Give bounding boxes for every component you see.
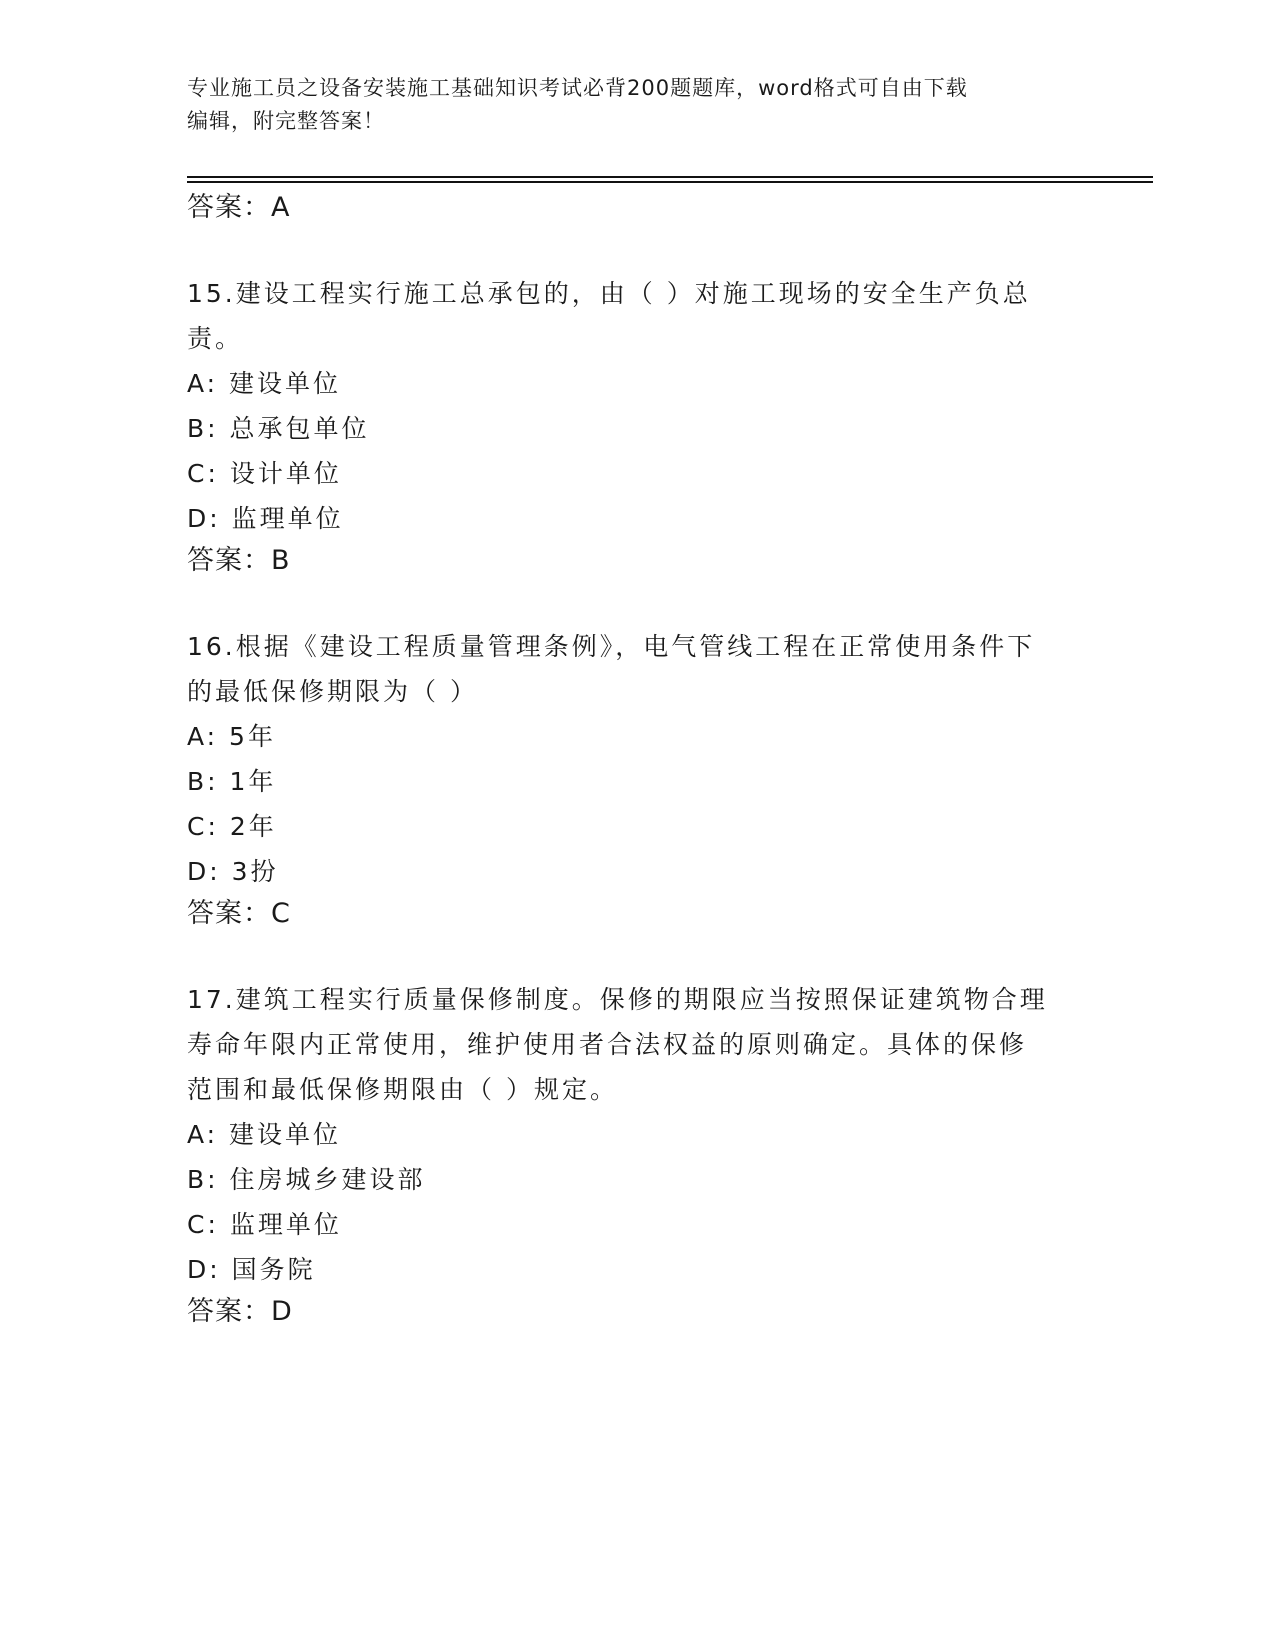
option-a: A: 5年 [187,722,276,751]
page-header [187,72,1067,138]
question-text [187,271,1087,361]
option-d: D: 国务院 [187,1255,316,1284]
option-b: B: 1年 [187,767,277,796]
question-text-line: 的最低保修期限为（ ） [187,677,478,706]
question-16 [187,624,1087,932]
question-text-line: 15.建设工程实行施工总承包的，由（ ）对施工现场的安全生产负总 [187,279,1031,308]
question-text [187,977,1087,1112]
question-text-line: 范围和最低保修期限由（ ）规定。 [187,1075,618,1104]
question-text-line: 寿命年限内正常使用，维护使用者合法权益的原则确定。具体的保修 [187,1030,1028,1059]
question-text-line: 责。 [187,324,244,353]
option-c: C: 设计单位 [187,459,342,488]
question-text [187,624,1087,714]
answer-line: 答案：A [187,192,291,223]
header-line-2: 编辑，附完整答案！ [187,109,385,133]
question-17 [187,977,1087,1330]
option-c: C: 监理单位 [187,1210,342,1239]
question-text-line: 17.建筑工程实行质量保修制度。保修的期限应当按照保证建筑物合理 [187,985,1048,1014]
question-15 [187,271,1087,579]
header-line-1: 专业施工员之设备安装施工基础知识考试必背200题题库，word格式可自由下载 [187,76,968,100]
header-rule-bottom [187,181,1153,183]
option-b: B: 总承包单位 [187,414,370,443]
question-list [187,190,1087,1375]
answer-line: 答案：B [187,545,291,576]
answer-line: 答案：D [187,1296,293,1327]
option-c: C: 2年 [187,812,277,841]
option-b: B: 住房城乡建设部 [187,1165,426,1194]
question-text-line: 16.根据《建设工程质量管理条例》，电气管线工程在正常使用条件下 [187,632,1036,661]
answer-line: 答案：C [187,898,291,929]
option-d: D: 3扮 [187,857,279,886]
header-rule-top [187,176,1153,178]
option-a: A: 建设单位 [187,369,342,398]
option-d: D: 监理单位 [187,504,344,533]
option-a: A: 建设单位 [187,1120,342,1149]
